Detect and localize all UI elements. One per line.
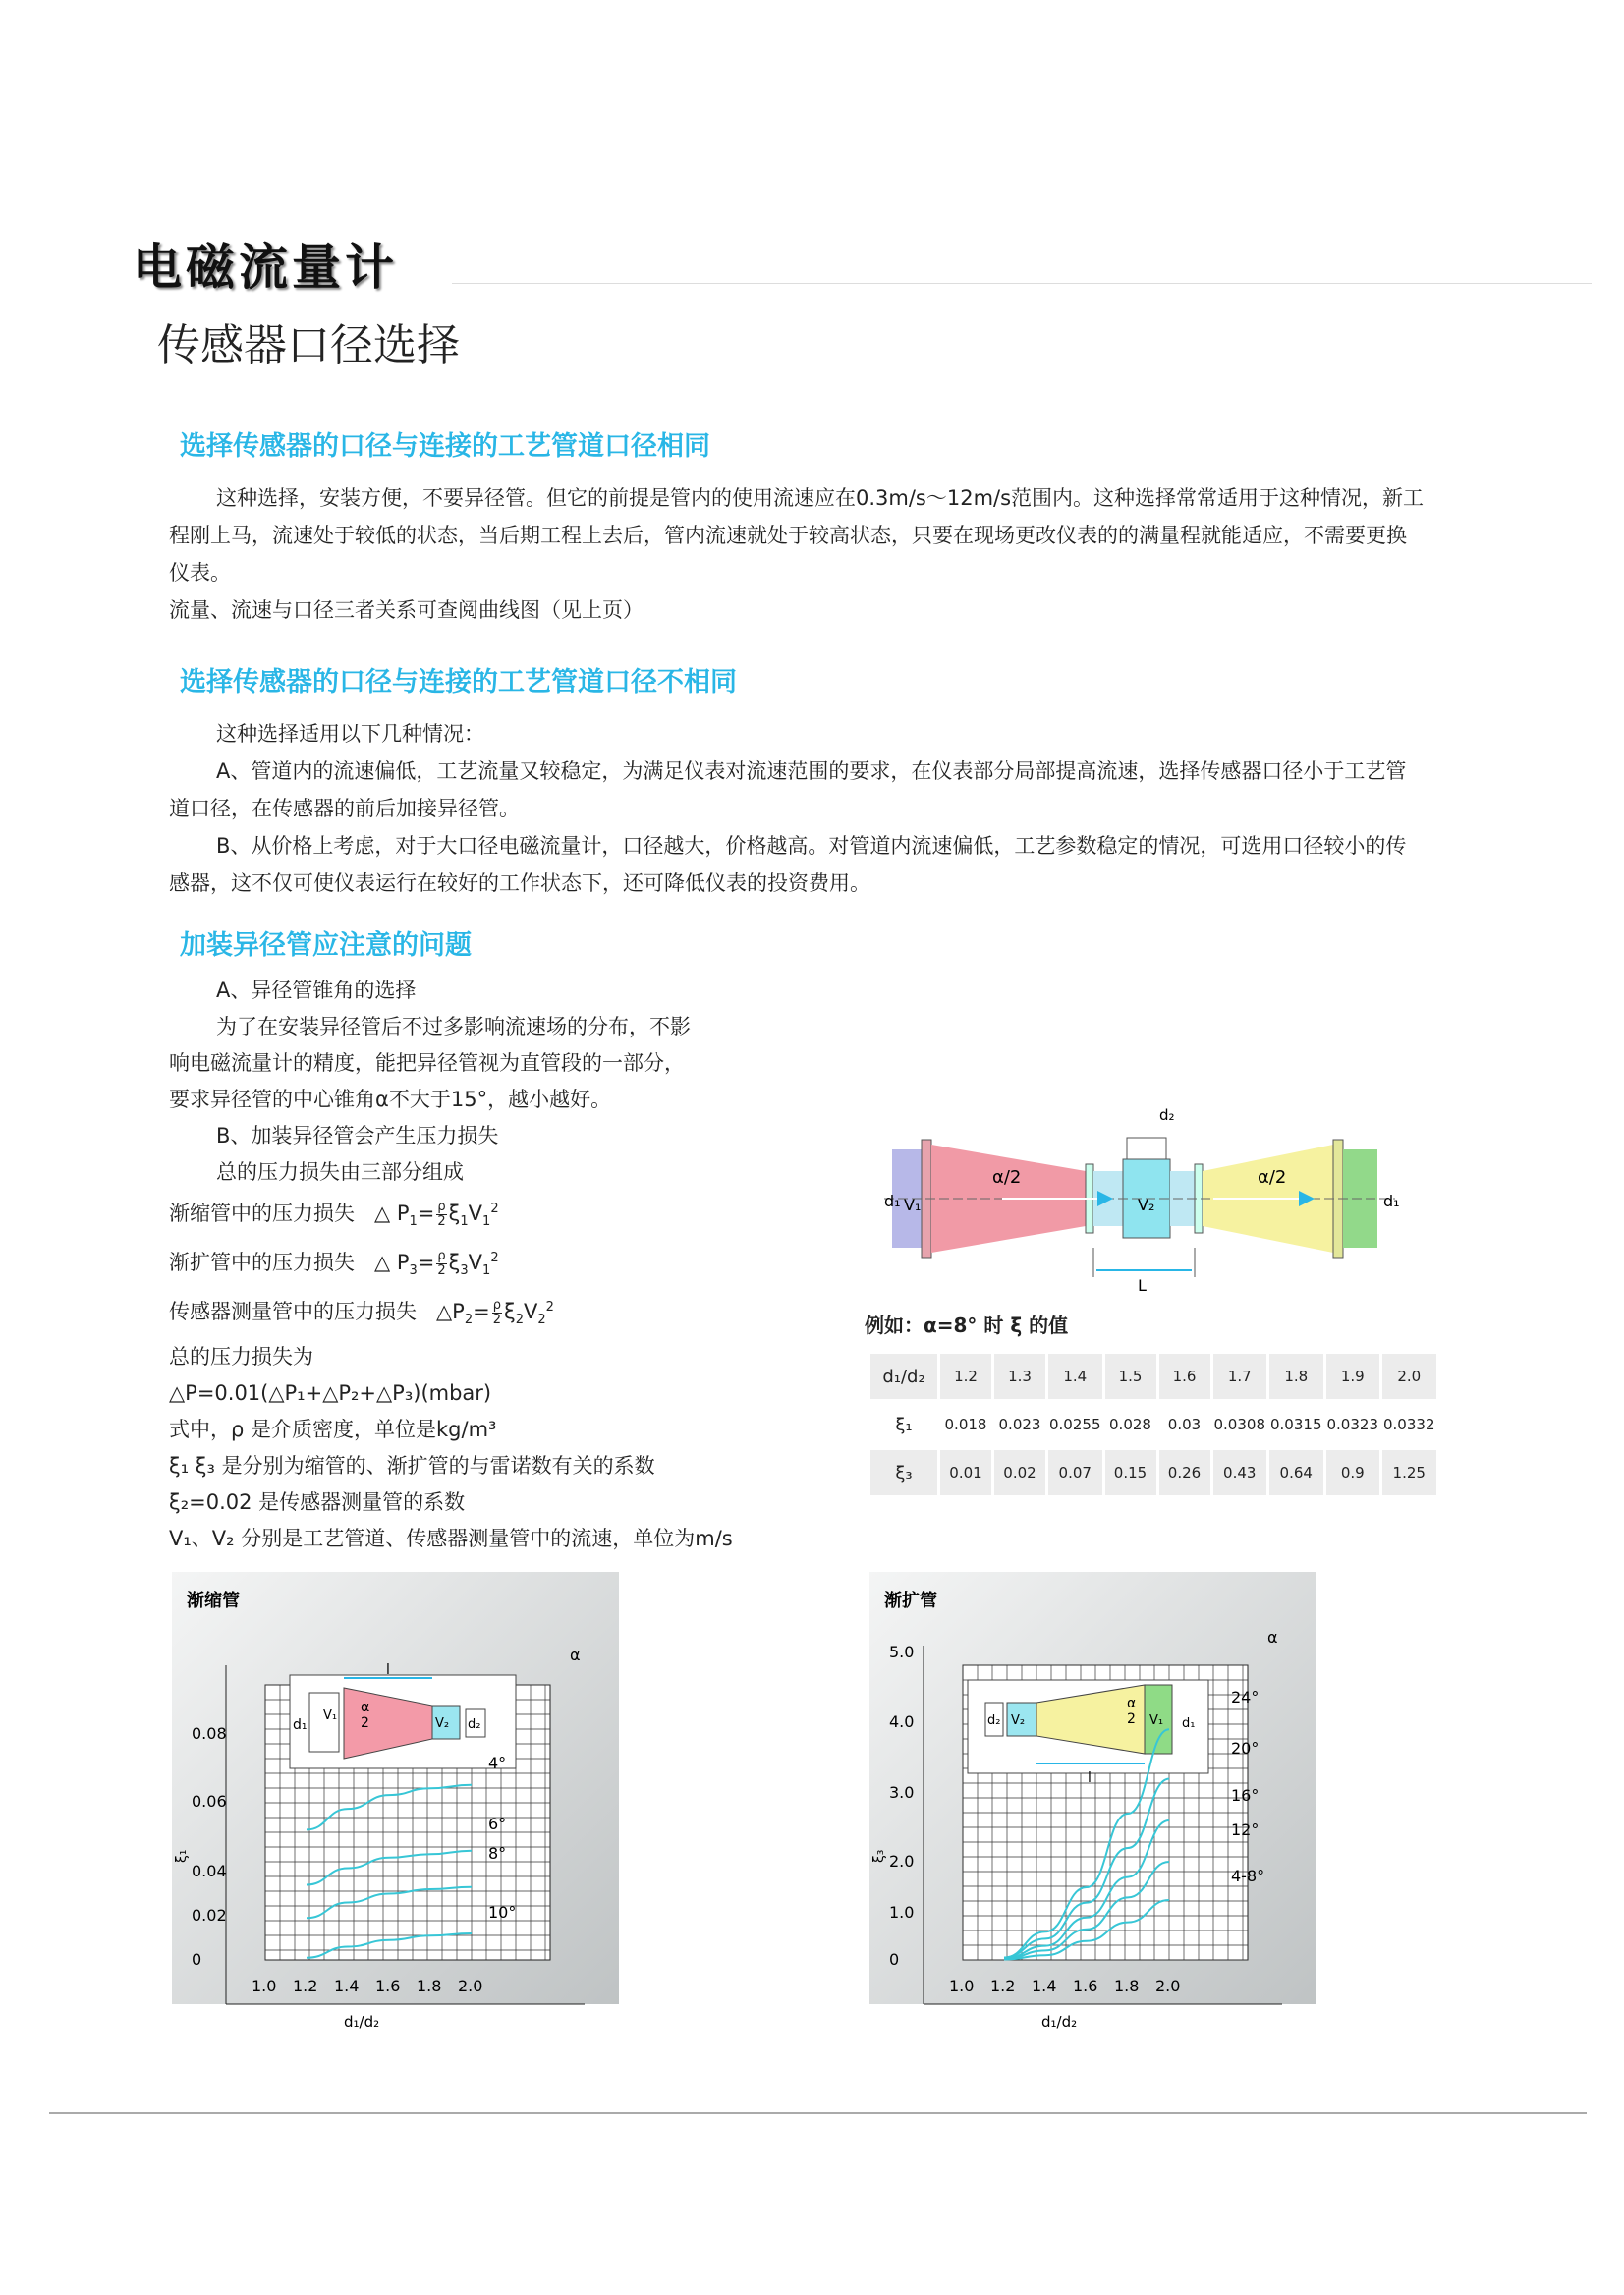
table-row (870, 1354, 1436, 1399)
y-tick-label: 2.0 (889, 1852, 915, 1871)
table-cell: 0.64 (1269, 1450, 1323, 1495)
table-cell: 0.9 (1326, 1450, 1380, 1495)
table-cell: 0.15 (1105, 1450, 1156, 1495)
loss-expander: 渐扩管中的压力损失 △ $P_3=$ $\frac{\rho}{2}$ $\xi_3V_1^2$ (169, 1248, 499, 1279)
x-tick-label: 2.0 (1155, 1977, 1181, 1995)
reducer-chart (172, 1572, 619, 2031)
xi13-definition: ξ₁ ξ₃ 是分别为缩管的、渐扩管的与雷诺数有关的系数 (169, 1453, 655, 1478)
section2-case-b: B、从价格上考虑，对于大口径电磁流量计，口径越大，价格越高。对管道内流速偏低，工艺参数稳定的情况，可选用口径较小的传感器，这不仅可使仪表运行在较好的工作状态下，还可降低仪表的投资费用。 (169, 834, 1407, 895)
page-title: 传感器口径选择 (157, 320, 460, 370)
y-tick-label: 3.0 (889, 1783, 915, 1802)
table-cell: 0.023 (994, 1402, 1045, 1447)
y-tick-label: 0.04 (192, 1862, 227, 1880)
x-tick-label: 1.2 (293, 1977, 318, 1995)
reducer-inset-diagram (290, 1662, 516, 1768)
table-cell: 0.43 (1213, 1450, 1267, 1495)
table-cell: 0.028 (1105, 1402, 1156, 1447)
loss-reducer: 渐缩管中的压力损失 △ $P_1=$ $\frac{\rho}{2}$ $\xi_1V_1^2$ (169, 1199, 499, 1230)
diagram-length: L (1138, 1276, 1147, 1295)
inset-two: 2 (361, 1715, 369, 1731)
y-tick-label: 4.0 (889, 1712, 915, 1731)
series-label: 16° (1231, 1786, 1260, 1805)
chart-title: 渐缩管 (187, 1591, 240, 1611)
inset-two: 2 (1127, 1711, 1136, 1727)
inset-d2: d₂ (987, 1713, 1001, 1728)
x-axis-label: d₁/d₂ (344, 2013, 380, 2031)
y-tick-label: 0.02 (192, 1906, 227, 1925)
cone-angle-line1: 为了在安装异径管后不过多影响流速场的分布，不影 (216, 1015, 691, 1038)
legend-title: α (570, 1646, 581, 1664)
x-tick-label: 1.6 (1073, 1977, 1098, 1995)
inset-l: l (1088, 1770, 1092, 1786)
x-tick-label: 1.8 (1114, 1977, 1140, 1995)
diagram-d1-left: d₁ (884, 1192, 901, 1210)
series-label: 20° (1231, 1739, 1260, 1758)
series-label: 24° (1231, 1688, 1260, 1707)
section1-heading: 选择传感器的口径与连接的工艺管道口径相同 (180, 431, 710, 462)
inset-l: l (386, 1662, 390, 1678)
section1-note: 流量、流速与口径三者关系可查阅曲线图（见上页） (169, 598, 644, 622)
table-cell: 0.02 (994, 1450, 1045, 1495)
xi2-definition: ξ₂=0.02 是传感器测量管的系数 (169, 1489, 466, 1514)
table-cell: 1.5 (1105, 1354, 1156, 1399)
table-cell: 1.8 (1269, 1354, 1323, 1399)
table-row (870, 1450, 1436, 1495)
table-cell: 1.9 (1326, 1354, 1380, 1399)
series-label: 12° (1231, 1820, 1260, 1839)
xi-table (868, 1351, 1439, 1498)
x-tick-label: 1.4 (1032, 1977, 1057, 1995)
series-label: 10° (488, 1903, 517, 1922)
diagram-alpha-left: α/2 (992, 1167, 1022, 1188)
x-tick-label: 1.2 (990, 1977, 1016, 1995)
expander-inset-diagram (968, 1680, 1208, 1786)
x-axis-label: d₁/d₂ (1041, 2013, 1078, 2031)
inset-d1: d₁ (1182, 1716, 1196, 1731)
chart-title: 渐扩管 (884, 1591, 937, 1611)
inset-v2: V₂ (435, 1716, 450, 1731)
x-tick-label: 1.0 (252, 1977, 277, 1995)
table-cell: 0.0255 (1048, 1402, 1102, 1447)
x-tick-label: 1.6 (375, 1977, 401, 1995)
cone-angle-title: A、异径管锥角的选择 (216, 979, 417, 1002)
table-cell: d₁/d₂ (870, 1354, 937, 1399)
y-axis-label: ξ₃ (871, 1849, 887, 1863)
brand-title: 电磁流量计 (133, 239, 398, 296)
table-cell: 1.2 (940, 1354, 991, 1399)
table-row (870, 1402, 1436, 1447)
series-label: 6° (488, 1815, 507, 1833)
diagram-d2: d₂ (1159, 1106, 1175, 1124)
velocity-definition: V₁、V₂ 分别是工艺管道、传感器测量管中的流速，单位为m/s (169, 1526, 733, 1550)
expander-chart (869, 1572, 1316, 2031)
series-label: 4° (488, 1754, 507, 1772)
inset-v2: V₂ (1011, 1713, 1026, 1728)
section2-case-a: A、管道内的流速偏低，工艺流量又较稳定，为满足仪表对流速范围的要求，在仪表部分局部提高流速，选择传感器口径小于工艺管道口径，在传感器的前后加接异径管。 (169, 759, 1407, 820)
cone-angle-line3: 要求异径管的中心锥角α不大于15°，越小越好。 (169, 1088, 612, 1111)
table-cell: 0.0323 (1326, 1402, 1380, 1447)
inset-v1: V₁ (323, 1708, 338, 1723)
diagram-v2: V₂ (1138, 1196, 1155, 1214)
reducer-pipe-diagram (865, 1091, 1415, 1302)
diagram-d1-right: d₁ (1383, 1192, 1400, 1210)
y-tick-label: 0 (192, 1950, 202, 1969)
rho-definition: 式中，ρ 是介质密度，单位是kg/m³ (169, 1417, 497, 1441)
inset-d2: d₂ (468, 1717, 481, 1732)
total-loss-formula: △P=0.01(△P₁+△P₂+△P₃)(mbar) (169, 1380, 492, 1405)
diagram-v1: V₁ (904, 1196, 922, 1214)
x-tick-label: 1.4 (334, 1977, 360, 1995)
total-loss-label: 总的压力损失为 (169, 1344, 313, 1369)
series-label: 4-8° (1231, 1867, 1265, 1885)
section1-paragraph: 这种选择，安装方便，不要异径管。但它的前提是管内的使用流速应在0.3m/s～12m/s范围内。这种选择常常适用于这种情况，新工程刚上马，流速处于较低的状态，当后期工程上去后，管内流速就处于较高状态，只要在现场更改仪表的的满量程就能适应，不需要更换仪表。 (169, 486, 1425, 585)
y-tick-label: 5.0 (889, 1643, 915, 1661)
y-tick-label: 0.06 (192, 1792, 227, 1811)
y-tick-label: 1.0 (889, 1903, 915, 1922)
cone-angle-line2: 响电磁流量计的精度，能把异径管视为直管段的一部分， (169, 1051, 685, 1075)
table-cell: 0.01 (940, 1450, 991, 1495)
section2-heading: 选择传感器的口径与连接的工艺管道口径不相同 (180, 667, 737, 698)
table-cell: 1.3 (994, 1354, 1045, 1399)
table-cell: 1.25 (1382, 1450, 1436, 1495)
inset-alpha: α (1127, 1696, 1137, 1711)
sensor-head (1127, 1138, 1166, 1159)
table-cell: 0.0332 (1382, 1402, 1436, 1447)
y-tick-label: 0 (889, 1950, 900, 1969)
pressure-loss-title: B、加装异径管会产生压力损失 (216, 1124, 499, 1148)
table-cell: 0.07 (1048, 1450, 1102, 1495)
inset-d1: d₁ (293, 1717, 308, 1733)
footer-divider (49, 2112, 1587, 2114)
section2-intro: 这种选择适用以下几种情况： (216, 722, 484, 746)
inset-alpha: α (361, 1700, 370, 1715)
x-tick-label: 1.0 (949, 1977, 975, 1995)
table-cell: 0.018 (940, 1402, 991, 1447)
table-cell: 1.7 (1213, 1354, 1267, 1399)
table-cell: 0.26 (1159, 1450, 1210, 1495)
table-cell: 0.0308 (1213, 1402, 1267, 1447)
table-cell: 2.0 (1382, 1354, 1436, 1399)
y-tick-label: 0.08 (192, 1724, 227, 1743)
section3-heading: 加装异径管应注意的问题 (180, 930, 472, 961)
inset-v1: V₁ (1149, 1713, 1164, 1728)
loss-sensor: 传感器测量管中的压力损失 $\triangle P_2=$ $\frac{\rho}{2}$ $\xi_2V_2^2$ (169, 1297, 554, 1328)
table-cell: ξ₁ (870, 1402, 937, 1447)
example-title: 例如：α=8° 时 ξ 的值 (865, 1314, 1069, 1337)
table-cell: 1.6 (1159, 1354, 1210, 1399)
table-cell: 0.0315 (1269, 1402, 1323, 1447)
series-label: 8° (488, 1844, 507, 1863)
pressure-loss-intro: 总的压力损失由三部分组成 (216, 1160, 464, 1184)
x-tick-label: 2.0 (458, 1977, 483, 1995)
legend-title: α (1267, 1628, 1278, 1647)
table-cell: 0.03 (1159, 1402, 1210, 1447)
table-cell: ξ₃ (870, 1450, 937, 1495)
x-tick-label: 1.8 (417, 1977, 442, 1995)
diagram-alpha-right: α/2 (1258, 1167, 1287, 1188)
table-cell: 1.4 (1048, 1354, 1102, 1399)
y-axis-label: ξ₁ (174, 1849, 190, 1863)
header-divider (452, 283, 1592, 284)
section3-body (169, 973, 817, 1557)
